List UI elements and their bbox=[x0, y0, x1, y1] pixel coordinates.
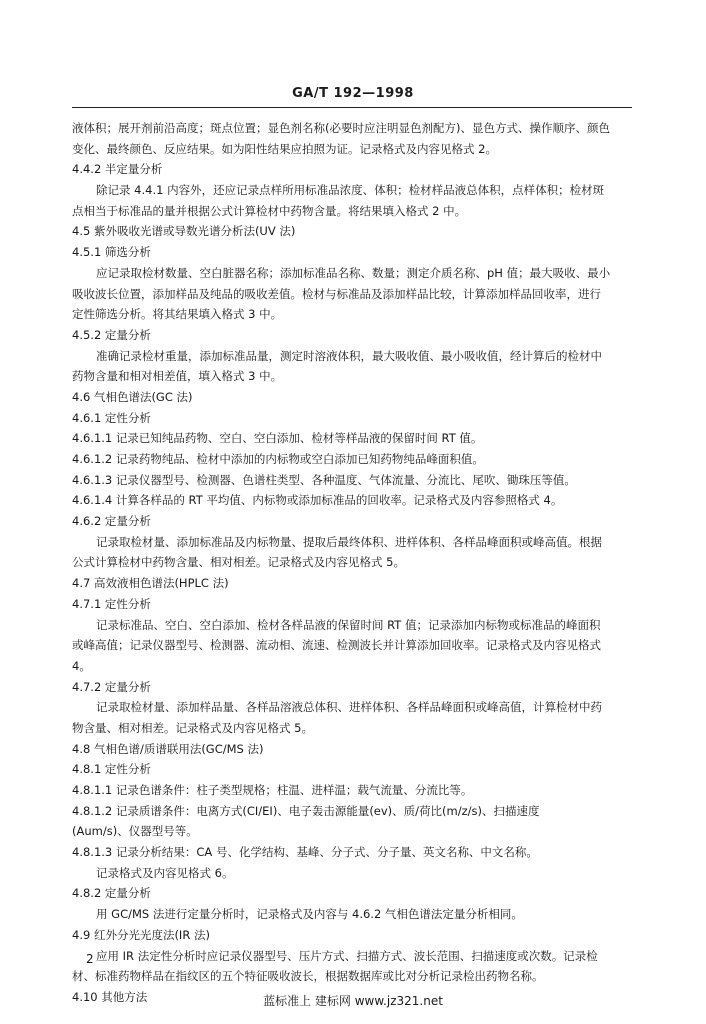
footer-site-text: 蓝标准上 建标网 www.jz321.net bbox=[263, 994, 443, 1008]
section-heading-line: 4.6.2 定量分析 bbox=[72, 514, 151, 529]
body-text-line: 记录取检材量、添加样品量、各样品溶液总体积、进样体积、各样品峰面积或峰高值，计算检材中药 bbox=[96, 700, 602, 715]
body-text-line: 吸收波长位置，添加样品及纯品的吸收差值。检材与标准品及添加样品比较，计算添加样品回收率，进行 bbox=[72, 286, 601, 301]
body-text-line: (Aum/s)、仪器型号等。 bbox=[72, 824, 198, 839]
body-text-line: 记录格式及内容见格式 6。 bbox=[96, 865, 234, 880]
document-body bbox=[72, 118, 634, 1008]
section-heading-line: 4.5.2 定量分析 bbox=[72, 327, 151, 342]
section-heading-line: 4.8 气相色谱/质谱联用法(GC/MS 法) bbox=[72, 741, 264, 756]
section-heading-line: 4.6 气相色谱法(GC 法) bbox=[72, 389, 193, 404]
body-text-line: 用 GC/MS 法进行定量分析时，记录格式及内容与 4.6.2 气相色谱法定量分析相同。 bbox=[96, 907, 523, 922]
page-number: 2 bbox=[86, 952, 94, 966]
section-heading-line: 4.7.2 定量分析 bbox=[72, 679, 151, 694]
body-text-line: 材、标准药物样品在指纹区的五个特征吸收波长，根据数据库或比对分析记录检出药物名称。 bbox=[72, 969, 544, 984]
section-heading-line: 4.8.1.2 记录质谱条件：电离方式(CI/EI)、电子轰击源能量(ev)、质/荷比(m/z/s)、扫描速度 bbox=[72, 803, 540, 818]
section-heading-line: 4.7.1 定性分析 bbox=[72, 596, 151, 611]
body-text-line: 变化、最终颜色、反应结果。如为阳性结果应拍照为证。记录格式及内容见格式 2。 bbox=[72, 141, 497, 156]
section-heading-line: 4.8.1 定性分析 bbox=[72, 762, 151, 777]
section-heading-line: 4.9 红外分光光度法(IR 法) bbox=[72, 927, 210, 942]
section-heading-line: 4.5.1 筛选分析 bbox=[72, 245, 151, 260]
section-heading-line: 4.4.2 半定量分析 bbox=[72, 162, 163, 177]
section-heading-line: 4.7 高效液相色谱法(HPLC 法) bbox=[72, 576, 229, 591]
body-text-line: 物含量、相对相差。记录格式及内容见格式 5。 bbox=[72, 720, 313, 735]
section-heading-line: 4.5 紫外吸收光谱或导数光谱分析法(UV 法) bbox=[72, 224, 296, 239]
section-heading-line: 4.8.2 定量分析 bbox=[72, 886, 151, 901]
page-header-title: GA/T 192—1998 bbox=[292, 86, 414, 101]
body-text-line: 除记录 4.4.1 内容外，还应记录点样所用标准品浓度、体积；检材样品液总体积，点样体积；检材斑 bbox=[96, 183, 605, 198]
body-text-line: 应用 IR 法定性分析时应记录仪器型号、压片方式、扫描方式、波长范围、扫描速度或次数。记录检 bbox=[96, 948, 598, 963]
body-text-line: 记录标准品、空白、空白添加、检材各样品液的保留时间 RT 值；记录添加内标物或标准品的峰面积 bbox=[96, 617, 601, 632]
section-heading-line: 4.6.1.2 记录药物纯品、检材中添加的内标物或空白添加已知药物纯品峰面积值。 bbox=[72, 452, 484, 466]
section-heading-line: 4.6.1.4 计算各样品的 RT 平均值、内标物或添加标准品的回收率。记录格式及内容参照格式 4。 bbox=[72, 493, 563, 508]
body-text-line: 准确记录检材重量，添加标准品量，测定时溶液体积，最大吸收值、最小吸收值，经计算后的检材中 bbox=[96, 348, 602, 363]
section-heading-line: 4.8.1.1 记录色谱条件：柱子类型规格；柱温、进样温；载气流量、分流比等。 bbox=[72, 783, 473, 797]
section-heading-line: 4.6.1.3 记录仪器型号、检测器、色谱柱类型、各种温度、气体流量、分流比、尾吹、锄珠压等值。 bbox=[72, 472, 576, 487]
body-text-line: 定性筛选分析。将其结果填入格式 3 中。 bbox=[72, 307, 283, 322]
body-text-line: 液体积；展开剂前沿高度；斑点位置；显色剂名称(必要时应注明显色剂配方)、显色方式、操作顺序、颜色 bbox=[72, 121, 610, 135]
body-text-line: 点相当于标准品的量并根据公式计算检材中药物含量。将结果填入格式 2 中。 bbox=[72, 203, 467, 218]
body-text-line: 公式计算检材中药物含量、相对相差。记录格式及内容见格式 5。 bbox=[72, 555, 405, 570]
body-text-line: 4。 bbox=[72, 658, 91, 673]
section-heading-line: 4.6.1 定性分析 bbox=[72, 410, 151, 425]
section-heading-line: 4.8.1.3 记录分析结果：CA 号、化学结构、基峰、分子式、分子量、英文名称、中文名称。 bbox=[72, 845, 538, 860]
section-heading-line: 4.10 其他方法 bbox=[72, 989, 148, 1004]
body-text-line: 应记录取检材数量、空白脏器名称；添加标准品名称、数量；测定介质名称、pH 值；最大吸收、最小 bbox=[96, 265, 611, 280]
body-text-line: 记录取检材量、添加标准品及内标物量、提取后最终体积、进样体积、各样品峰面积或峰高值。根据 bbox=[96, 534, 602, 549]
body-text-line: 药物含量和相对相差值，填入格式 3 中。 bbox=[72, 369, 283, 384]
header-rule bbox=[72, 107, 632, 108]
body-text-line: 或峰高值；记录仪器型号、检测器、流动相、流速、检测波长并计算添加回收率。记录格式及内容见格式 bbox=[72, 638, 601, 653]
section-heading-line: 4.6.1.1 记录已知纯品药物、空白、空白添加、检材等样品液的保留时间 RT 值。 bbox=[72, 431, 483, 446]
